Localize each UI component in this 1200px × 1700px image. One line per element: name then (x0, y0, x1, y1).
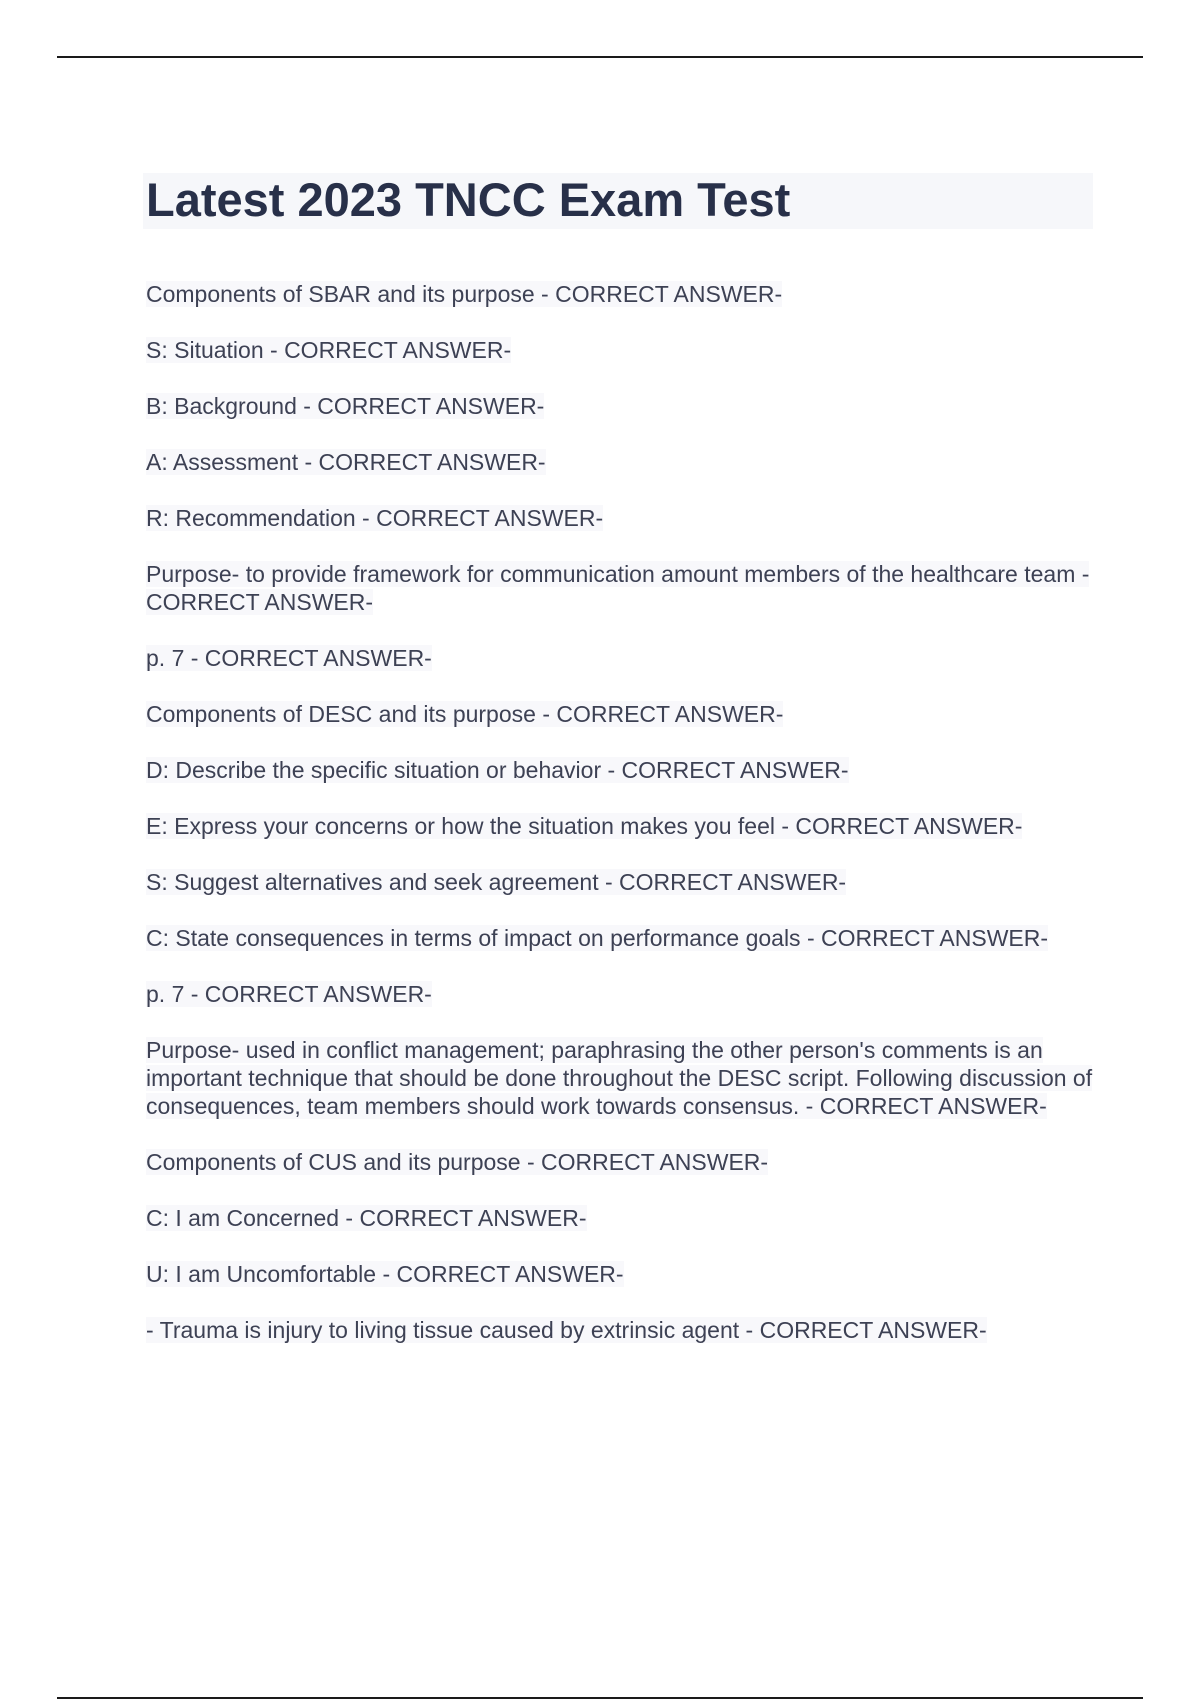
qa-entry-text: S: Situation - CORRECT ANSWER- (146, 337, 512, 363)
qa-list (146, 280, 1096, 1372)
qa-entry-text: Components of DESC and its purpose - CORRECT ANSWER- (146, 701, 784, 727)
qa-entry-text: Purpose- to provide framework for communication amount members of the healthcare team - CORRECT ANSWER- (146, 561, 1090, 615)
document-title: Latest 2023 TNCC Exam Test (146, 173, 791, 226)
qa-entry (146, 924, 1096, 952)
qa-entry (146, 1204, 1096, 1232)
qa-entry-text: p. 7 - CORRECT ANSWER- (146, 645, 432, 671)
qa-entry-text: p. 7 - CORRECT ANSWER- (146, 981, 432, 1007)
qa-entry (146, 1316, 1096, 1344)
qa-entry-text: A: Assessment - CORRECT ANSWER- (146, 449, 546, 475)
qa-entry (146, 700, 1096, 728)
qa-entry (146, 1148, 1096, 1176)
qa-entry (146, 560, 1096, 616)
qa-entry-text: Components of CUS and its purpose - CORRECT ANSWER- (146, 1149, 769, 1175)
qa-entry-text: C: State consequences in terms of impact on performance goals - CORRECT ANSWER- (146, 925, 1049, 951)
qa-entry-text: Purpose- used in conflict management; paraphrasing the other person's comments is an important technique that should be done throughout the DESC script. Following discussion of consequences, team members should work towards consensus. - CORRECT ANSWER- (146, 1037, 1093, 1119)
qa-entry-text: D: Describe the specific situation or behavior - CORRECT ANSWER- (146, 757, 849, 783)
qa-entry (146, 280, 1096, 308)
bottom-divider (57, 1697, 1143, 1699)
qa-entry (146, 644, 1096, 672)
qa-entry-text: U: I am Uncomfortable - CORRECT ANSWER- (146, 1261, 624, 1287)
qa-entry-text: - Trauma is injury to living tissue caused by extrinsic agent - CORRECT ANSWER- (146, 1317, 987, 1343)
qa-entry (146, 336, 1096, 364)
qa-entry (146, 756, 1096, 784)
qa-entry (146, 392, 1096, 420)
qa-entry-text: Components of SBAR and its purpose - CORRECT ANSWER- (146, 281, 783, 307)
qa-entry-text: S: Suggest alternatives and seek agreement - CORRECT ANSWER- (146, 869, 847, 895)
qa-entry-text: B: Background - CORRECT ANSWER- (146, 393, 545, 419)
qa-entry (146, 1036, 1096, 1120)
qa-entry (146, 1260, 1096, 1288)
qa-entry (146, 868, 1096, 896)
qa-entry (146, 448, 1096, 476)
top-divider (57, 56, 1143, 58)
qa-entry-text: E: Express your concerns or how the situation makes you feel - CORRECT ANSWER- (146, 813, 1023, 839)
qa-entry (146, 504, 1096, 532)
qa-entry (146, 812, 1096, 840)
qa-entry-text: C: I am Concerned - CORRECT ANSWER- (146, 1205, 587, 1231)
qa-entry (146, 980, 1096, 1008)
qa-entry-text: R: Recommendation - CORRECT ANSWER- (146, 505, 604, 531)
